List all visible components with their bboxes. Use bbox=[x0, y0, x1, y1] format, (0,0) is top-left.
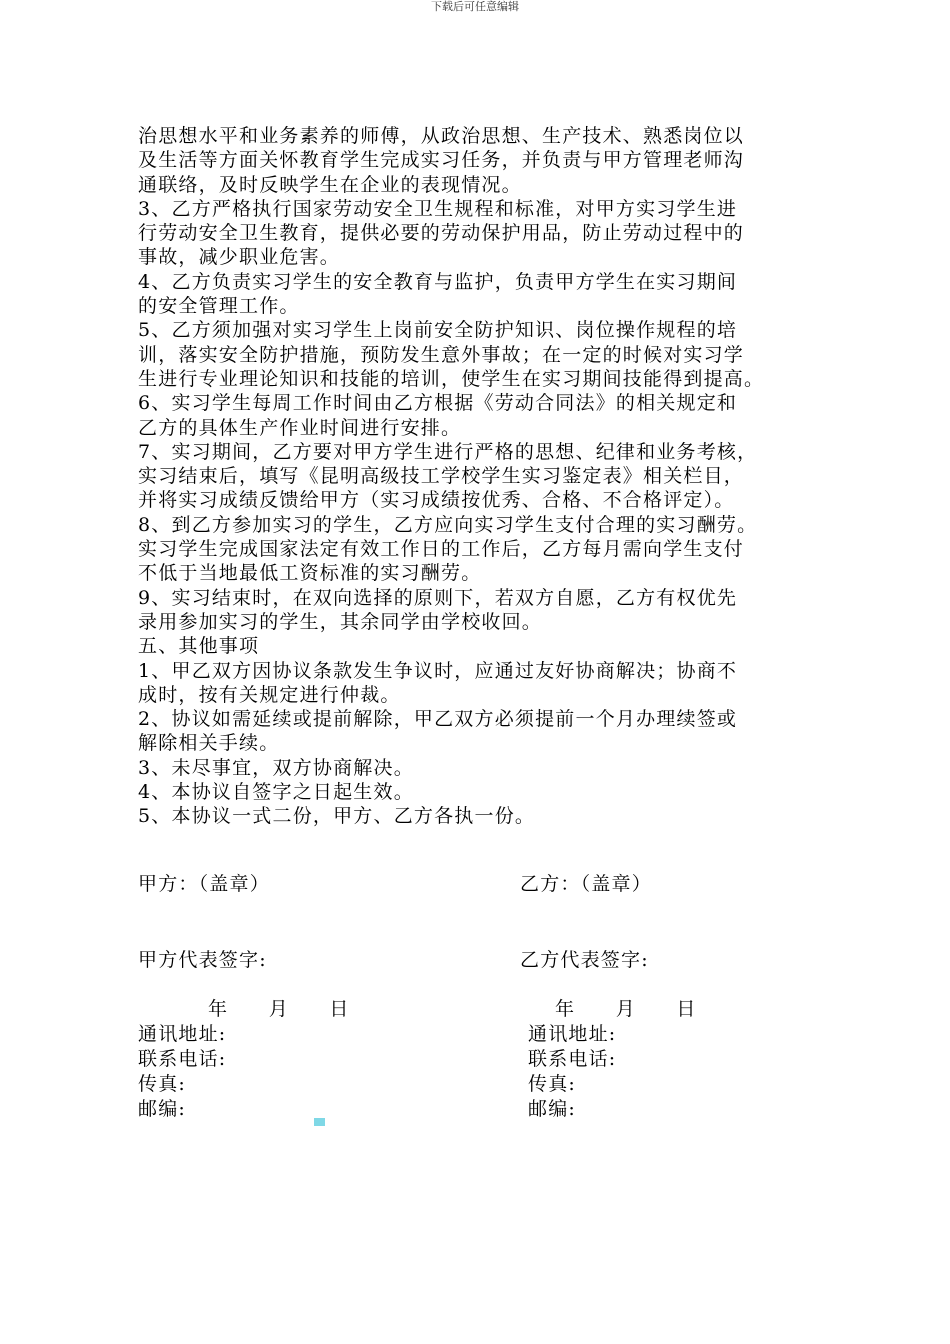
text-line: 4、本协议自签字之日起生效。 bbox=[138, 781, 414, 804]
text-line: 训，落实安全防护措施，预防发生意外事故；在一定的时候对实习学 bbox=[138, 343, 745, 366]
party-b-month-label: 月 bbox=[615, 998, 636, 1020]
text-line: 6、实习学生每周工作时间由乙方根据《劳动合同法》的相关规定和 bbox=[138, 392, 738, 415]
text-line: 3、乙方严格执行国家劳动安全卫生规程和标准，对甲方实习学生进 bbox=[138, 197, 738, 220]
text-line: 实习学生完成国家法定有效工作日的工作后，乙方每月需向学生支付 bbox=[138, 538, 745, 561]
party-a-postcode: 邮编: bbox=[138, 1098, 187, 1120]
text-line: 9、实习结束时，在双向选择的原则下，若双方自愿，乙方有权优先 bbox=[138, 586, 738, 609]
party-a-address: 通讯地址: bbox=[138, 1023, 227, 1045]
party-b-address: 通讯地址: bbox=[528, 1023, 617, 1045]
text-line: 的安全管理工作。 bbox=[138, 295, 300, 318]
party-a-seal: 甲方：（盖章） bbox=[138, 873, 270, 895]
text-line: 实习结束后，填写《昆明高级技工学校学生实习鉴定表》相关栏目， bbox=[138, 465, 745, 488]
party-b-phone: 联系电话: bbox=[528, 1048, 617, 1070]
party-b-date bbox=[555, 997, 697, 1021]
text-line: 解除相关手续。 bbox=[138, 732, 280, 755]
text-line: 成时，按有关规定进行仲裁。 bbox=[138, 683, 401, 706]
text-line: 5、乙方须加强对实习学生上岗前安全防护知识、岗位操作规程的培 bbox=[138, 319, 738, 342]
party-a-fax: 传真: bbox=[138, 1073, 187, 1095]
text-line: 8、到乙方参加实习的学生，乙方应向实习学生支付合理的实习酬劳。 bbox=[138, 513, 758, 536]
text-line: 及生活等方面关怀教育学生完成实习任务，并负责与甲方管理老师沟 bbox=[138, 149, 745, 172]
text-line: 乙方的具体生产作业时间进行安排。 bbox=[138, 416, 462, 439]
party-a-phone: 联系电话: bbox=[138, 1048, 227, 1070]
document-body bbox=[138, 124, 828, 829]
party-a-month-label: 月 bbox=[268, 998, 289, 1020]
highlight-mark bbox=[314, 1118, 325, 1126]
text-line: 并将实习成绩反馈给甲方（实习成绩按优秀、合格、不合格评定）。 bbox=[138, 489, 735, 512]
page-header: 下载后可任意编辑 bbox=[431, 0, 519, 13]
text-line: 不低于当地最低工资标准的实习酬劳。 bbox=[138, 562, 482, 585]
party-b-postcode: 邮编: bbox=[528, 1098, 577, 1120]
text-line: 录用参加实习的学生，其余同学由学校收回。 bbox=[138, 610, 543, 633]
party-a-representative-signature: 甲方代表签字: bbox=[138, 949, 267, 971]
text-line: 通联络，及时反映学生在企业的表现情况。 bbox=[138, 173, 522, 196]
party-a-date bbox=[208, 997, 350, 1021]
party-a-day-label: 日 bbox=[329, 998, 350, 1020]
text-line: 5、本协议一式二份，甲方、乙方各执一份。 bbox=[138, 805, 536, 828]
text-line: 治思想水平和业务素养的师傅，从政治思想、生产技术、熟悉岗位以 bbox=[138, 125, 745, 147]
party-b-seal: 乙方：（盖章） bbox=[520, 873, 652, 895]
text-line: 事故，减少职业危害。 bbox=[138, 246, 341, 269]
party-a-year-label: 年 bbox=[208, 998, 229, 1020]
party-b-fax: 传真: bbox=[528, 1073, 577, 1095]
party-b-representative-signature: 乙方代表签字: bbox=[520, 949, 649, 971]
text-line: 生进行专业理论知识和技能的培训，使学生在实习期间技能得到提高。 bbox=[138, 367, 765, 390]
text-line: 2、协议如需延续或提前解除，甲乙双方必须提前一个月办理续签或 bbox=[138, 708, 738, 731]
text-line: 1、甲乙双方因协议条款发生争议时，应通过友好协商解决；协商不 bbox=[138, 659, 738, 682]
text-line: 行劳动安全卫生教育，提供必要的劳动保护用品，防止劳动过程中的 bbox=[138, 222, 745, 245]
section-heading: 五、其他事项 bbox=[138, 635, 260, 658]
text-line: 4、乙方负责实习学生的安全教育与监护，负责甲方学生在实习期间 bbox=[138, 270, 738, 293]
party-b-day-label: 日 bbox=[676, 998, 697, 1020]
text-line: 3、未尽事宜，双方协商解决。 bbox=[138, 756, 414, 779]
text-line: 7、实习期间，乙方要对甲方学生进行严格的思想、纪律和业务考核， bbox=[138, 440, 758, 463]
party-b-year-label: 年 bbox=[555, 998, 576, 1020]
